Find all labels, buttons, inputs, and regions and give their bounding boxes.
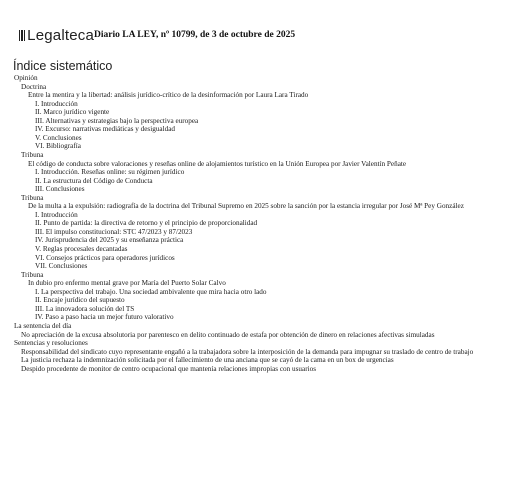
- article-title[interactable]: Entre la mentira y la libertad: análisis jurídico-crítico de la desinformación por Laura Lara Tirado: [28, 91, 309, 100]
- article-subsection[interactable]: II. Punto de partida: la directiva de retorno y el principio de proporcionalidad: [35, 219, 258, 228]
- issue-heading: Diario LA LEY, nº 10799, de 3 de octubre de 2025: [94, 30, 296, 40]
- article-subsection[interactable]: V. Reglas procesales decantadas: [35, 245, 128, 253]
- article-subsection[interactable]: V. Conclusiones: [35, 133, 82, 142]
- subsection-item[interactable]: Tribuna: [21, 150, 44, 159]
- article-subsection[interactable]: I. Introducción. Reseñas online: su régimen jurídico: [35, 168, 185, 177]
- legalteca-logo: [19, 27, 94, 43]
- logo-bars-icon: [19, 30, 25, 41]
- article-subsection[interactable]: I. La perspectiva del trabajo. Una sociedad ambivalente que mira hacia otro lado: [35, 287, 267, 296]
- subsection-item[interactable]: Tribuna: [21, 270, 44, 279]
- subsection-item[interactable]: No apreciación de la excusa absolutoria por parentesco en delito continuado de estafa por obtención de dinero en relaciones afectivas simuladas: [21, 330, 435, 339]
- section-heading[interactable]: La sentencia del día: [14, 321, 72, 330]
- article-title[interactable]: De la multa a la expulsión: radiografía de la doctrina del Tribunal Supremo en 2025 sobre la sanción por la estancia irregular por José Mª Pey González: [28, 202, 464, 211]
- subsection-item[interactable]: La justicia rechaza la indemnización solicitada por el fallecimiento de una anciana que se cayó de la cama en un box de urgencias: [21, 356, 394, 365]
- subsection-item[interactable]: Tribuna: [21, 193, 44, 202]
- article-subsection[interactable]: II. Encaje jurídico del supuesto: [35, 296, 125, 305]
- article-subsection[interactable]: II. La estructura del Código de Conducta: [35, 176, 153, 185]
- logo-text: Legalteca: [27, 26, 95, 44]
- article-subsection[interactable]: III. El impulso constitucional: STC 47/2023 y 87/2023: [35, 227, 193, 236]
- section-heading[interactable]: Sentencias y resoluciones: [14, 339, 88, 348]
- article-subsection[interactable]: VI. Bibliografía: [35, 142, 81, 151]
- article-subsection[interactable]: II. Marco jurídico vigente: [35, 108, 110, 117]
- subsection-item[interactable]: Despido procedente de monitor de centro ocupacional que mantenía relaciones impropias con usuarios: [21, 364, 316, 373]
- article-subsection[interactable]: III. La innovadora solución del TS: [35, 304, 135, 313]
- section-heading[interactable]: Opinión: [14, 74, 38, 82]
- article-subsection[interactable]: IV. Paso a paso hacia un mejor futuro valorativo: [35, 313, 174, 322]
- subsection-item[interactable]: Responsabilidad del sindicato cuyo representante engañó a la trabajadora sobre la interposición de la demanda para impugnar su traslado de centro de trabajo: [21, 347, 474, 356]
- index-title: Índice sistemático: [13, 59, 113, 73]
- article-subsection[interactable]: III. Alternativas y estrategias bajo la perspectiva europea: [35, 116, 199, 125]
- article-subsection[interactable]: VII. Conclusiones: [35, 262, 88, 271]
- article-subsection[interactable]: I. Introducción: [35, 210, 78, 219]
- article-subsection[interactable]: IV. Excurso: narrativas mediáticas y desigualdad: [35, 125, 175, 134]
- article-subsection[interactable]: IV. Jurisprudencia del 2025 y su enseñanza práctica: [35, 236, 184, 245]
- article-title[interactable]: In dubio pro enfermo mental grave por María del Puerto Solar Calvo: [28, 279, 226, 288]
- subsection-item[interactable]: Doctrina: [21, 82, 47, 91]
- article-title[interactable]: El código de conducta sobre valoraciones y reseñas online de alojamientos turístico en la Unión Europea por Javier Valentín Peñate: [28, 159, 407, 168]
- article-subsection[interactable]: III. Conclusiones: [35, 185, 85, 194]
- article-subsection[interactable]: I. Introducción: [35, 99, 78, 108]
- article-subsection[interactable]: VI. Consejos prácticos para operadores jurídicos: [35, 253, 175, 262]
